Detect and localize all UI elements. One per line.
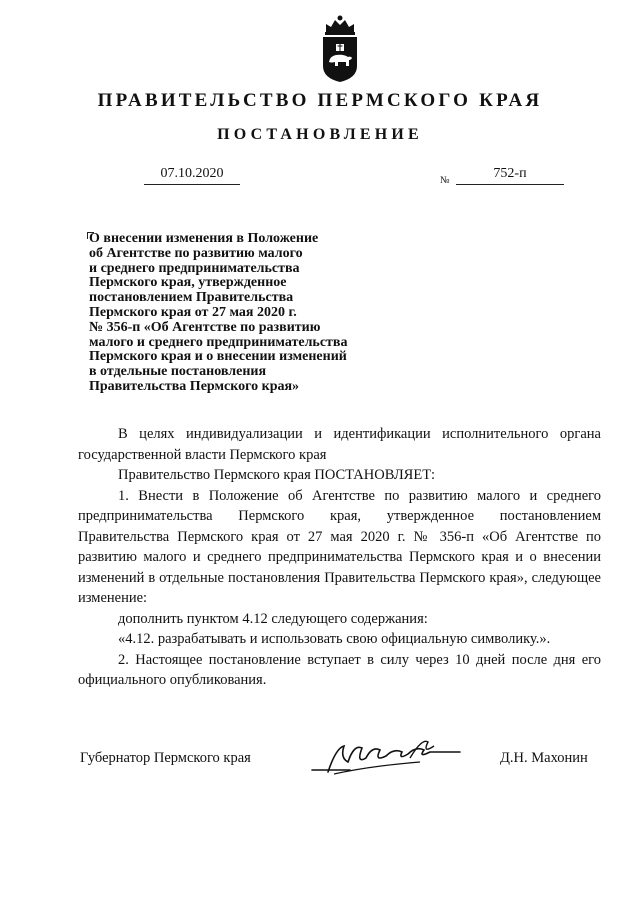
paragraph-supplement: дополнить пунктом 4.12 следующего содержания: <box>118 610 428 627</box>
subject-line: малого и среднего предпринимательства <box>89 334 348 350</box>
subject-line: Правительства Пермского края» <box>89 378 300 394</box>
subject-line: в отдельные постановления <box>89 364 267 380</box>
paragraph-resolves: Правительство Пермского края ПОСТАНОВЛЯЕТ: <box>118 467 436 483</box>
date-underline <box>144 184 240 185</box>
paragraph-preamble: В целях индивидуализации и идентификации исполнительного органа государственной власти Пермского края <box>78 426 601 463</box>
paragraph-quote: «4.12. разрабатывать и использовать свою официальную символику.». <box>118 631 551 647</box>
subject-line: Пермского края от 27 мая 2020 г. <box>89 304 297 320</box>
signature-icon <box>310 728 480 783</box>
subject-line: об Агентстве по развитию малого <box>89 245 303 261</box>
number-sign: № <box>440 175 450 186</box>
subject-line: Пермского края, утвержденное <box>89 275 287 291</box>
document-number: 752-п <box>493 166 527 181</box>
document-date: 07.10.2020 <box>160 166 224 181</box>
subject-line: О внесении изменения в Положение <box>89 231 319 246</box>
subject-line: Пермского края и о внесении изменений <box>89 349 347 365</box>
paragraph-item-2: 2. Настоящее постановление вступает в силу через 10 дней после дня его официального опубликования. <box>78 651 601 688</box>
paragraph-item-1: 1. Внести в Положение об Агентстве по развитию малого и среднего предпринимательства Пермского края, утвержденное постановлением Правительства Пермского края от 27 мая 2020 г. № 356-п «Об Агентстве по развитию малого и среднего предпринимательства Пермского края и о внесении изменений в отдельные постановления Правительства Пермского края», следующее изменение: <box>78 487 601 606</box>
signatory-title: Губернатор Пермского края <box>80 750 251 766</box>
signatory-name: Д.Н. Махонин <box>500 750 588 766</box>
subject-line: постановлением Правительства <box>89 290 294 306</box>
subject-line: № 356-п «Об Агентстве по развитию <box>89 319 321 335</box>
document-subject <box>89 232 389 395</box>
coat-of-arms-icon <box>320 14 360 84</box>
number-underline <box>456 184 564 185</box>
subject-line: и среднего предпринимательства <box>89 260 300 276</box>
government-title: ПРАВИТЕЛЬСТВО ПЕРМСКОГО КРАЯ <box>97 90 543 111</box>
document-type: ПОСТАНОВЛЕНИЕ <box>217 126 423 143</box>
document-body <box>78 424 601 691</box>
